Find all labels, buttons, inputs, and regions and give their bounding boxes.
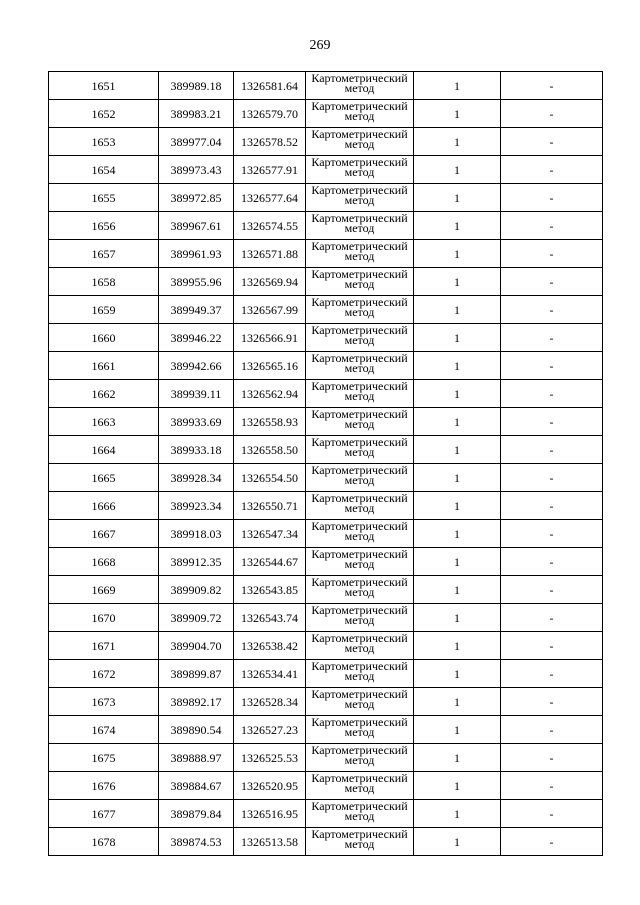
method-text-line1: Картометрический (311, 715, 408, 729)
note-cell: - (501, 604, 603, 632)
note-cell: - (501, 828, 603, 856)
note-cell: - (501, 156, 603, 184)
x-coordinate-cell: 389972.85 (159, 184, 234, 212)
x-coordinate-cell: 389973.43 (159, 156, 234, 184)
note-cell: - (501, 716, 603, 744)
table-row (49, 800, 603, 828)
y-coordinate-cell: 1326562.94 (234, 380, 306, 408)
note-cell: - (501, 772, 603, 800)
point-number-cell: 1666 (49, 492, 159, 520)
method-cell (306, 184, 414, 212)
x-coordinate-cell: 389890.54 (159, 716, 234, 744)
accuracy-cell: 1 (414, 716, 501, 744)
method-text-line1: Картометрический (311, 127, 408, 141)
table-row (49, 660, 603, 688)
accuracy-cell: 1 (414, 660, 501, 688)
x-coordinate-cell: 389923.34 (159, 492, 234, 520)
point-number-cell: 1654 (49, 156, 159, 184)
method-text-line1: Картометрический (311, 687, 408, 701)
method-text-line2: метод (344, 697, 375, 711)
note-cell: - (501, 632, 603, 660)
y-coordinate-cell: 1326577.91 (234, 156, 306, 184)
note-cell: - (501, 464, 603, 492)
y-coordinate-cell: 1326543.85 (234, 576, 306, 604)
point-number-cell: 1660 (49, 324, 159, 352)
point-number-cell: 1673 (49, 688, 159, 716)
point-number-cell: 1674 (49, 716, 159, 744)
method-text-line1: Картометрический (311, 799, 408, 813)
coordinates-table (48, 71, 603, 856)
table-row (49, 632, 603, 660)
page-number: 269 (309, 38, 331, 53)
table-row (49, 436, 603, 464)
method-text-line2: метод (344, 81, 375, 95)
y-coordinate-cell: 1326520.95 (234, 772, 306, 800)
y-coordinate-cell: 1326516.95 (234, 800, 306, 828)
accuracy-cell: 1 (414, 604, 501, 632)
table-row (49, 72, 603, 100)
point-number-cell: 1656 (49, 212, 159, 240)
method-cell (306, 828, 414, 856)
x-coordinate-cell: 389928.34 (159, 464, 234, 492)
point-number-cell: 1675 (49, 744, 159, 772)
table-row (49, 352, 603, 380)
table-row (49, 576, 603, 604)
method-text-line2: метод (344, 753, 375, 767)
method-text-line1: Картометрический (311, 407, 408, 421)
method-text-line1: Картометрический (311, 603, 408, 617)
method-text-line1: Картометрический (311, 211, 408, 225)
y-coordinate-cell: 1326566.91 (234, 324, 306, 352)
method-text-line2: метод (344, 109, 375, 123)
y-coordinate-cell: 1326565.16 (234, 352, 306, 380)
y-coordinate-cell: 1326578.52 (234, 128, 306, 156)
method-cell (306, 408, 414, 436)
method-cell (306, 100, 414, 128)
method-text-line1: Картометрический (311, 99, 408, 113)
method-text-line2: метод (344, 809, 375, 823)
method-cell (306, 744, 414, 772)
method-text-line2: метод (344, 529, 375, 543)
method-text-line1: Картометрический (311, 575, 408, 589)
table-row (49, 464, 603, 492)
note-cell: - (501, 688, 603, 716)
point-number-cell: 1651 (49, 72, 159, 100)
method-text-line2: метод (344, 725, 375, 739)
point-number-cell: 1661 (49, 352, 159, 380)
method-text-line2: метод (344, 165, 375, 179)
method-text-line1: Картометрический (311, 827, 408, 841)
note-cell: - (501, 72, 603, 100)
accuracy-cell: 1 (414, 800, 501, 828)
table-row (49, 548, 603, 576)
y-coordinate-cell: 1326513.58 (234, 828, 306, 856)
x-coordinate-cell: 389874.53 (159, 828, 234, 856)
x-coordinate-cell: 389912.35 (159, 548, 234, 576)
y-coordinate-cell: 1326528.34 (234, 688, 306, 716)
method-text-line1: Картометрический (311, 183, 408, 197)
y-coordinate-cell: 1326558.93 (234, 408, 306, 436)
y-coordinate-cell: 1326577.64 (234, 184, 306, 212)
method-text-line2: метод (344, 501, 375, 515)
accuracy-cell: 1 (414, 128, 501, 156)
method-cell (306, 156, 414, 184)
x-coordinate-cell: 389961.93 (159, 240, 234, 268)
note-cell: - (501, 100, 603, 128)
table-row (49, 688, 603, 716)
method-text-line1: Картометрический (311, 239, 408, 253)
method-text-line2: метод (344, 557, 375, 571)
note-cell: - (501, 324, 603, 352)
method-cell (306, 520, 414, 548)
method-text-line1: Картометрический (311, 267, 408, 281)
x-coordinate-cell: 389879.84 (159, 800, 234, 828)
point-number-cell: 1658 (49, 268, 159, 296)
point-number-cell: 1667 (49, 520, 159, 548)
x-coordinate-cell: 389946.22 (159, 324, 234, 352)
accuracy-cell: 1 (414, 212, 501, 240)
method-text-line1: Картометрический (311, 659, 408, 673)
table-row (49, 240, 603, 268)
table-row (49, 716, 603, 744)
x-coordinate-cell: 389904.70 (159, 632, 234, 660)
point-number-cell: 1671 (49, 632, 159, 660)
table-row (49, 604, 603, 632)
method-text-line2: метод (344, 669, 375, 683)
y-coordinate-cell: 1326581.64 (234, 72, 306, 100)
note-cell: - (501, 520, 603, 548)
table-row (49, 296, 603, 324)
table-row (49, 268, 603, 296)
method-text-line1: Картометрический (311, 463, 408, 477)
method-text-line1: Картометрический (311, 547, 408, 561)
method-text-line1: Картометрический (311, 519, 408, 533)
x-coordinate-cell: 389918.03 (159, 520, 234, 548)
method-cell (306, 268, 414, 296)
accuracy-cell: 1 (414, 408, 501, 436)
y-coordinate-cell: 1326538.42 (234, 632, 306, 660)
point-number-cell: 1662 (49, 380, 159, 408)
point-number-cell: 1668 (49, 548, 159, 576)
method-text-line2: метод (344, 193, 375, 207)
accuracy-cell: 1 (414, 352, 501, 380)
method-cell (306, 324, 414, 352)
y-coordinate-cell: 1326571.88 (234, 240, 306, 268)
method-text-line2: метод (344, 333, 375, 347)
method-cell (306, 800, 414, 828)
method-text-line2: метод (344, 417, 375, 431)
x-coordinate-cell: 389884.67 (159, 772, 234, 800)
x-coordinate-cell: 389939.11 (159, 380, 234, 408)
accuracy-cell: 1 (414, 492, 501, 520)
y-coordinate-cell: 1326579.70 (234, 100, 306, 128)
y-coordinate-cell: 1326550.71 (234, 492, 306, 520)
accuracy-cell: 1 (414, 100, 501, 128)
method-cell (306, 212, 414, 240)
method-cell (306, 464, 414, 492)
table-row (49, 380, 603, 408)
point-number-cell: 1659 (49, 296, 159, 324)
x-coordinate-cell: 389942.66 (159, 352, 234, 380)
method-cell (306, 296, 414, 324)
table-row (49, 744, 603, 772)
method-text-line1: Картометрический (311, 491, 408, 505)
x-coordinate-cell: 389892.17 (159, 688, 234, 716)
method-text-line2: метод (344, 137, 375, 151)
accuracy-cell: 1 (414, 72, 501, 100)
y-coordinate-cell: 1326567.99 (234, 296, 306, 324)
method-text-line2: метод (344, 473, 375, 487)
x-coordinate-cell: 389977.04 (159, 128, 234, 156)
x-coordinate-cell: 389933.69 (159, 408, 234, 436)
note-cell: - (501, 240, 603, 268)
x-coordinate-cell: 389949.37 (159, 296, 234, 324)
note-cell: - (501, 492, 603, 520)
y-coordinate-cell: 1326527.23 (234, 716, 306, 744)
table-row (49, 100, 603, 128)
method-cell (306, 72, 414, 100)
table-row (49, 408, 603, 436)
accuracy-cell: 1 (414, 828, 501, 856)
y-coordinate-cell: 1326525.53 (234, 744, 306, 772)
note-cell: - (501, 548, 603, 576)
accuracy-cell: 1 (414, 688, 501, 716)
method-cell (306, 632, 414, 660)
method-text-line1: Картометрический (311, 155, 408, 169)
x-coordinate-cell: 389888.97 (159, 744, 234, 772)
point-number-cell: 1653 (49, 128, 159, 156)
accuracy-cell: 1 (414, 464, 501, 492)
accuracy-cell: 1 (414, 296, 501, 324)
method-text-line2: метод (344, 249, 375, 263)
point-number-cell: 1678 (49, 828, 159, 856)
method-cell (306, 576, 414, 604)
table-row (49, 156, 603, 184)
x-coordinate-cell: 389909.82 (159, 576, 234, 604)
y-coordinate-cell: 1326554.50 (234, 464, 306, 492)
accuracy-cell: 1 (414, 324, 501, 352)
point-number-cell: 1669 (49, 576, 159, 604)
method-text-line1: Картометрический (311, 771, 408, 785)
x-coordinate-cell: 389989.18 (159, 72, 234, 100)
x-coordinate-cell: 389899.87 (159, 660, 234, 688)
method-cell (306, 380, 414, 408)
method-text-line1: Картометрический (311, 351, 408, 365)
method-text-line2: метод (344, 613, 375, 627)
accuracy-cell: 1 (414, 744, 501, 772)
table-row (49, 492, 603, 520)
accuracy-cell: 1 (414, 520, 501, 548)
table-row (49, 184, 603, 212)
y-coordinate-cell: 1326574.55 (234, 212, 306, 240)
y-coordinate-cell: 1326544.67 (234, 548, 306, 576)
accuracy-cell: 1 (414, 436, 501, 464)
method-text-line2: метод (344, 585, 375, 599)
note-cell: - (501, 212, 603, 240)
method-text-line2: метод (344, 361, 375, 375)
method-cell (306, 548, 414, 576)
table-row (49, 828, 603, 856)
accuracy-cell: 1 (414, 156, 501, 184)
method-text-line1: Картометрический (311, 435, 408, 449)
method-text-line2: метод (344, 641, 375, 655)
table-row (49, 128, 603, 156)
method-text-line2: метод (344, 445, 375, 459)
accuracy-cell: 1 (414, 632, 501, 660)
table-row (49, 772, 603, 800)
note-cell: - (501, 296, 603, 324)
method-cell (306, 660, 414, 688)
accuracy-cell: 1 (414, 772, 501, 800)
y-coordinate-cell: 1326547.34 (234, 520, 306, 548)
table-row (49, 212, 603, 240)
note-cell: - (501, 660, 603, 688)
method-text-line2: метод (344, 837, 375, 851)
note-cell: - (501, 800, 603, 828)
method-text-line2: метод (344, 781, 375, 795)
table-row (49, 324, 603, 352)
method-cell (306, 772, 414, 800)
method-cell (306, 436, 414, 464)
note-cell: - (501, 408, 603, 436)
point-number-cell: 1670 (49, 604, 159, 632)
note-cell: - (501, 576, 603, 604)
method-text-line1: Картометрический (311, 71, 408, 85)
note-cell: - (501, 436, 603, 464)
accuracy-cell: 1 (414, 380, 501, 408)
note-cell: - (501, 352, 603, 380)
note-cell: - (501, 128, 603, 156)
note-cell: - (501, 184, 603, 212)
method-text-line2: метод (344, 221, 375, 235)
accuracy-cell: 1 (414, 184, 501, 212)
point-number-cell: 1676 (49, 772, 159, 800)
table-row (49, 520, 603, 548)
accuracy-cell: 1 (414, 268, 501, 296)
point-number-cell: 1665 (49, 464, 159, 492)
point-number-cell: 1672 (49, 660, 159, 688)
method-cell (306, 688, 414, 716)
point-number-cell: 1677 (49, 800, 159, 828)
y-coordinate-cell: 1326543.74 (234, 604, 306, 632)
point-number-cell: 1664 (49, 436, 159, 464)
note-cell: - (501, 744, 603, 772)
x-coordinate-cell: 389983.21 (159, 100, 234, 128)
x-coordinate-cell: 389955.96 (159, 268, 234, 296)
note-cell: - (501, 380, 603, 408)
point-number-cell: 1652 (49, 100, 159, 128)
accuracy-cell: 1 (414, 576, 501, 604)
method-text-line1: Картометрический (311, 631, 408, 645)
point-number-cell: 1655 (49, 184, 159, 212)
accuracy-cell: 1 (414, 240, 501, 268)
accuracy-cell: 1 (414, 548, 501, 576)
point-number-cell: 1663 (49, 408, 159, 436)
method-cell (306, 128, 414, 156)
method-cell (306, 716, 414, 744)
method-text-line2: метод (344, 389, 375, 403)
method-cell (306, 604, 414, 632)
y-coordinate-cell: 1326558.50 (234, 436, 306, 464)
y-coordinate-cell: 1326534.41 (234, 660, 306, 688)
y-coordinate-cell: 1326569.94 (234, 268, 306, 296)
method-cell (306, 352, 414, 380)
method-text-line1: Картометрический (311, 379, 408, 393)
method-text-line1: Картометрический (311, 295, 408, 309)
point-number-cell: 1657 (49, 240, 159, 268)
x-coordinate-cell: 389967.61 (159, 212, 234, 240)
method-text-line2: метод (344, 277, 375, 291)
method-text-line1: Картометрический (311, 743, 408, 757)
note-cell: - (501, 268, 603, 296)
method-cell (306, 240, 414, 268)
method-text-line1: Картометрический (311, 323, 408, 337)
x-coordinate-cell: 389933.18 (159, 436, 234, 464)
coordinates-table-body (49, 72, 603, 856)
x-coordinate-cell: 389909.72 (159, 604, 234, 632)
method-text-line2: метод (344, 305, 375, 319)
method-cell (306, 492, 414, 520)
